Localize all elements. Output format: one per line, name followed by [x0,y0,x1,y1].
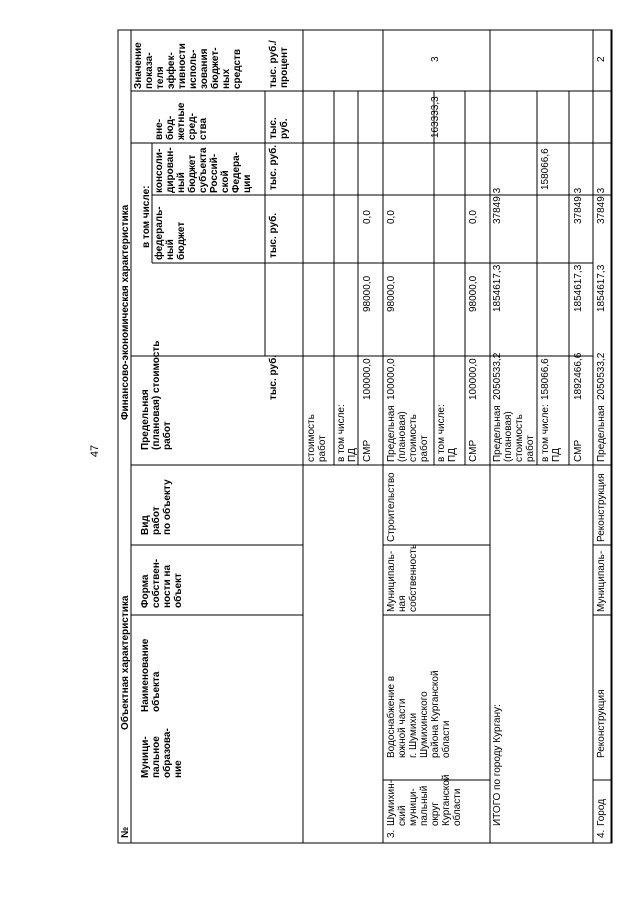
row3-name: Водоснабжение в южной части г. Шумихи Шумихинского района Курганской области [386,670,452,758]
row3-municipality: Шумихин- ский муници- пальный округ Курганской области [386,774,463,826]
row3-efficiency: 163333,3 [430,96,441,138]
row3-total: 100000,0 [386,358,397,400]
row3-regional: 0,0 [386,210,397,224]
carry-sub3: СМР [362,439,373,462]
unit-regional: тыс. руб. [268,144,279,190]
carry-sub2: в том числе: ПД [336,404,358,462]
carry-regional: 0,0 [362,210,373,224]
row4-name: Реконструкция [596,689,607,758]
cost-header: Предельная (плановая) стоимость работ [140,340,173,450]
row3-num: 3. [386,829,397,838]
unit-efficiency: тыс. руб./ процент [268,40,290,88]
row3-sub2: в том числе: ПД [436,404,458,462]
row3-smr-total: 100000,0 [468,358,479,400]
kurgan-smr-federal: 1854617,3 [573,264,584,312]
kurgan-federal: 1854617,3 [492,264,503,312]
row4-municipality: Город [596,798,607,826]
carry-federal: 98000,0 [362,275,373,312]
obj-group-header: Объектная характеристика [120,595,131,730]
extra-header: вне- бюд- жетные сред- ства [154,102,209,140]
kurgan-sub2: в том числе: ПД [540,404,562,462]
row4-work-type: Реконструкция [596,473,607,542]
row4-num: 4. [596,829,607,838]
row4-total: 2050533,2 [596,352,607,400]
unit-cost: тыс. руб. [268,354,279,400]
kurgan-smr-regional: 37849,3 [573,187,584,224]
kurgan-regional: 37849,3 [492,187,503,224]
row4-rating: 2 [596,56,607,62]
name-header: Наименование объекта [140,638,162,712]
kurgan-smr-total: 1892466,6 [573,352,584,400]
kurgan-sub1: Предельная (плановая) стоимость работ [492,405,536,462]
row3-work-type: Строительство [386,472,397,542]
federal-header: федераль- ный бюджет [154,206,187,260]
carry-total: 100000,0 [362,358,373,400]
row3-smr-regional: 0,0 [468,210,479,224]
kurgan-total: 2050533,2 [492,352,503,400]
incl-header: в том числе: [141,185,152,248]
unit-extra: тыс. руб. [268,117,290,139]
fin-group-header: Финансово-экономическая характеристика [120,204,131,420]
kurgan-total-label: ИТОГО по городу Кургану: [492,704,503,826]
carry-sub1: стоимость работ [306,414,328,462]
unit-federal: тыс. руб. [268,212,279,258]
efficiency-header: Значение показа- теля эффек- тивности исполь- зования бюджет- ных средств [133,42,243,89]
row4-sub1: Предельная [596,405,607,462]
row3-ownership: Муниципаль- ная собственность [386,543,419,612]
kurgan-pd-extra: 158066,6 [540,148,551,190]
municipality-header: Муници- пальное образова- ние [140,728,184,778]
page-number: 47 [89,444,101,458]
row3-sub1: Предельная (плановая) стоимость работ [386,405,430,462]
row3-rating: 3 [430,56,441,62]
row3-sub3: СМР [468,439,479,462]
row4-ownership: Муниципаль- [596,550,607,612]
regional-header: консоли- дирован- ный бюджет субъекта Россий- ской Федера- ции [154,147,253,193]
kurgan-sub3: СМР [573,439,584,462]
kurgan-pd-total: 158066,6 [540,358,551,400]
row4-federal: 1854617,3 [596,264,607,312]
num-header: № [120,826,131,838]
row4-regional: 37849,3 [596,187,607,224]
ownership-header: Форма собствен- ности на объект [140,558,184,608]
row3-federal: 98000,0 [386,275,397,312]
row3-smr-federal: 98000,0 [468,275,479,312]
work-type-header: Вид работ по объекту [140,479,173,535]
